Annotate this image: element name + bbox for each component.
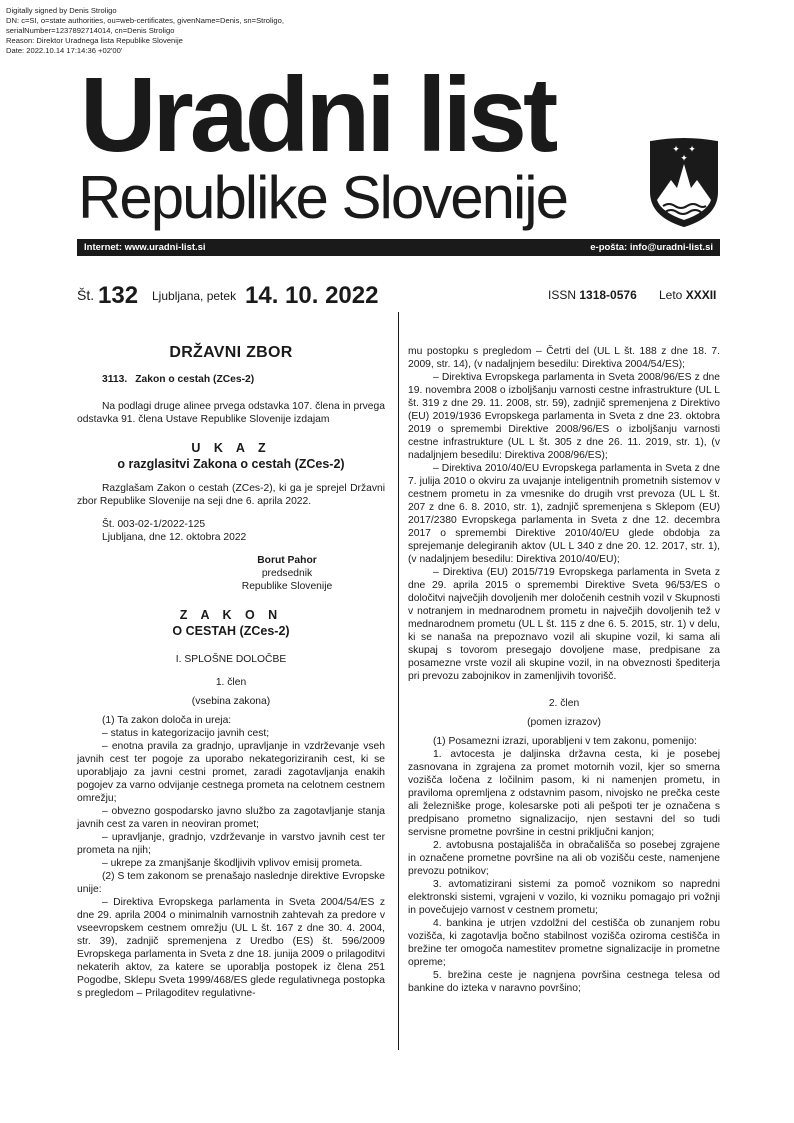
- coat-of-arms-icon: [649, 136, 719, 228]
- act-title[interactable]: Zakon o cestah (ZCes-2): [135, 374, 255, 385]
- paragraph: 3. avtomatizirani sistemi za pomoč voznikom so napredni elektronski sistemi, vgrajeni v vozilo, ki vozniku pomagajo pri vožnji in povečujejo varnost v cestnem prometu;: [408, 879, 720, 916]
- chapter-heading: I. SPLOŠNE DOLOČBE: [175, 654, 287, 665]
- signature-line: serialNumber=1237892714014, cn=Denis Stroligo: [6, 26, 175, 35]
- right-column: [408, 345, 720, 995]
- volume: [659, 288, 716, 302]
- issue-number-label: Št.: [77, 287, 95, 303]
- internet-link[interactable]: Internet: www.uradni-list.si: [84, 242, 206, 253]
- paragraph: – Direktiva (EU) 2015/719 Evropskega parlamenta in Sveta z dne 29. aprila 2015 o spremembi Direktive Sveta 96/53/ES o določitvi največjih dovoljenih mer določenih cestnih vozil v Skupnosti v notranjem in mednarodnem prometu in največjih dovoljenih tež v mednarodnem prometu (UL L št. 115 z dne 6. 5. 2015, str. 1) v delu, ki se nanaša na prepoznavo vozil ali skupine vozil, ki sama ali skupaj s tovorom presegajo dovoljene mase, predpisane za posamezne vrste vozil ali skupine vozil, in na obveznosti špediterja pri prevozu zabojnikov in zamenljivih tovorišč.: [408, 567, 720, 682]
- paragraph: – enotna pravila za gradnjo, upravljanje in vzdrževanje vseh javnih cest ter pogoje za uporabo nekategoriziranih cest, ki se uporabljajo za javni cestni promet, zaradi zagotavljanja enakih pogojev za varno odvijanje cestnega prometa na celotnem cestnem omrežju;: [77, 741, 385, 804]
- email-link[interactable]: e-pošta: info@uradni-list.si: [590, 242, 713, 253]
- paragraph: 4. bankina je utrjen vzdolžni del cestišča ob zunanjem robu vozišča, ki zagotavlja bočno stabilnost vozišča oziroma cestišča in brežine ter omogoča namestitev prometne signalizacije in prometne opreme;: [408, 918, 720, 968]
- crest-star: ✦: [688, 145, 696, 155]
- reference-date: Ljubljana, dne 12. oktobra 2022: [102, 532, 247, 543]
- law-heading: Z A K O N: [179, 608, 283, 622]
- article-title: (vsebina zakona): [191, 696, 271, 707]
- legal-basis: Na podlagi druge alinee prvega odstavka 107. člena in prvega odstavka 91. člena Ustave Republike Slovenije izdajam: [77, 401, 385, 425]
- issue-number: 132: [98, 282, 139, 309]
- paragraph: 2. avtobusna postajališča in obračališča so posebej zgrajene in označene prometne površine na ali ob vozišču ceste, namenjene prevozu potnikov;: [408, 840, 720, 877]
- left-column: [77, 343, 385, 1000]
- signatory-state: Republike Slovenije: [241, 581, 333, 592]
- issue-place-day: Ljubljana, petek: [152, 289, 237, 303]
- crest-star: ✦: [672, 145, 680, 155]
- paragraph: – Direktiva Evropskega parlamenta in Sveta 2004/54/ES z dne 29. aprila 2004 o minimalnih varnostnih zahtevah za predore v vseevropskem cestnem omrežju (UL L št. 167 z dne 30. 4. 2004, str. 39), zadnjič spremenjena z Uredbo (ES) št. 596/2009 Evropskega parlamenta in Sveta z dne 18. junija 2009 o prilagoditvi nekaterih aktov, za katere se uporablja postopek iz člena 251 Pogodbe, Sklepu Sveta 1999/468/ES glede regulativnega postopka s pregledom – Prilagoditev regulativne-: [77, 897, 385, 999]
- law-subheading: O CESTAH (ZCes-2): [172, 624, 290, 638]
- paragraph: – ukrepe za zmanjšanje škodljivih vplivov emisij prometa.: [102, 858, 363, 869]
- paragraph: – status in kategorizacijo javnih cest;: [102, 728, 270, 739]
- signature-line: Reason: Direktor Uradnega lista Republike Slovenije: [6, 36, 183, 45]
- signature-line: Date: 2022.10.14 17:14:36 +02'00': [6, 46, 123, 55]
- decree-subheading: o razglasitvi Zakona o cestah (ZCes-2): [117, 457, 345, 471]
- paragraph: – upravljanje, gradnjo, vzdrževanje in varstvo javnih cest ter prometa na njih;: [77, 832, 385, 856]
- issn: [548, 288, 637, 302]
- signature-line: DN: c=SI, o=state authorities, ou=web-certificates, givenName=Denis, sn=Stroligo,: [6, 16, 284, 25]
- paragraph: 1. avtocesta je daljinska državna cesta, ki je posebej zasnovana in zgrajena za promet motornih vozil, kjer so smerna vozišča ločena z ločilnim pasom, ki ni namenjen prometu, in praviloma opremljena z odstavnim pasom, nivojsko ne prečka ceste ali železniške proge, kolesarske poti ali pešpoti ter je označena s predpisano prometno signalizacijo, njen sestavni del so tudi servisne prometne površine in cestni priključni kanjon;: [408, 749, 720, 838]
- section-heading: DRŽAVNI ZBOR: [169, 344, 293, 361]
- signatory-name: Borut Pahor: [257, 555, 317, 566]
- paragraph: – Direktiva 2010/40/EU Evropskega parlamenta in Sveta z dne 7. julija 2010 o okviru za uvajanje inteligentnih prometnih sistemov v cestnem prometu in za vmesnike do drugih vrst prevoza (UL L št. 207 z dne 6. 8. 2010, str. 1), zadnjič spremenjena s Sklepom (EU) 2017/2380 Evropskega parlamenta in Sveta z dne 12. decembra 2017 o spremembi Direktive 2010/40/EU glede obdobja za sprejemanje delegiranih aktov (UL L 340 z dne 20. 12. 2017, str. 1), (v nadaljnjem besedilu: Direktiva 2010/40/EU);: [408, 463, 720, 565]
- article-number: 2. člen: [548, 698, 580, 709]
- paragraph: 5. brežina ceste je nagnjena površina cestnega telesa od bankine do izteka v naravno površino;: [408, 970, 720, 994]
- act-heading: [102, 373, 385, 386]
- contact-bar: [77, 239, 720, 256]
- paragraph: (2) S tem zakonom se prenašajo naslednje direktive Evropske unije:: [77, 871, 385, 895]
- digital-signature: [6, 6, 284, 56]
- issue-date: 14. 10. 2022: [245, 282, 379, 309]
- issn-label: ISSN: [548, 288, 577, 302]
- masthead-title: Uradni list: [80, 56, 555, 174]
- article-number: 1. člen: [215, 677, 247, 688]
- signature-line: Digitally signed by Denis Stroligo: [6, 6, 117, 15]
- issue-info: [77, 283, 720, 309]
- masthead-subtitle: Republike Slovenije: [78, 164, 567, 231]
- paragraph: – obvezno gospodarsko javno službo za zagotavljanje stanja javnih cest za varen in neoviran promet;: [77, 806, 385, 830]
- paragraph: (1) Posamezni izrazi, uporabljeni v tem zakonu, pomenijo:: [433, 736, 697, 747]
- volume-label: Leto: [659, 288, 683, 302]
- crest-star: ✦: [680, 154, 688, 164]
- act-number: 3113.: [102, 374, 128, 385]
- article-title: (pomen izrazov): [527, 717, 601, 728]
- reference-number: Št. 003-02-1/2022-125: [102, 519, 206, 530]
- signatory-role: predsednik: [261, 568, 313, 579]
- paragraph: – Direktiva Evropskega parlamenta in Sveta 2008/96/ES z dne 19. novembra 2008 o izboljšanju varnosti cestne infrastrukture (UL L št. 319 z dne 29. 11. 2008, str. 59), zadnjič spremenjena z Direktivo (EU) 2019/1936 Evropskega parlamenta in Sveta z dne 23. oktobra 2019 o spremembi Direktive 2008/96/ES o izboljšanju varnosti cestne infrastrukture (UL L št. 305 z dne 26. 11. 2019, str. 1), (v nadaljnjem besedilu: Direktiva 2008/96/ES);: [408, 372, 720, 461]
- decree-heading: U K A Z: [191, 441, 271, 455]
- proclamation-text: Razglašam Zakon o cestah (ZCes-2), ki ga je sprejel Državni zbor Republike Slovenije na seji dne 6. aprila 2022.: [77, 483, 385, 507]
- volume-value: XXXII: [685, 288, 717, 302]
- signatory: [227, 554, 347, 593]
- paragraph: mu postopku s pregledom – Četrti del (UL L št. 188 z dne 18. 7. 2009, str. 14), (v nadaljnjem besedilu: Direktiva 2004/54/ES);: [408, 346, 720, 370]
- column-divider: [398, 312, 399, 1050]
- issn-value: 1318-0576: [579, 288, 637, 302]
- paragraph: (1) Ta zakon določa in ureja:: [102, 715, 232, 726]
